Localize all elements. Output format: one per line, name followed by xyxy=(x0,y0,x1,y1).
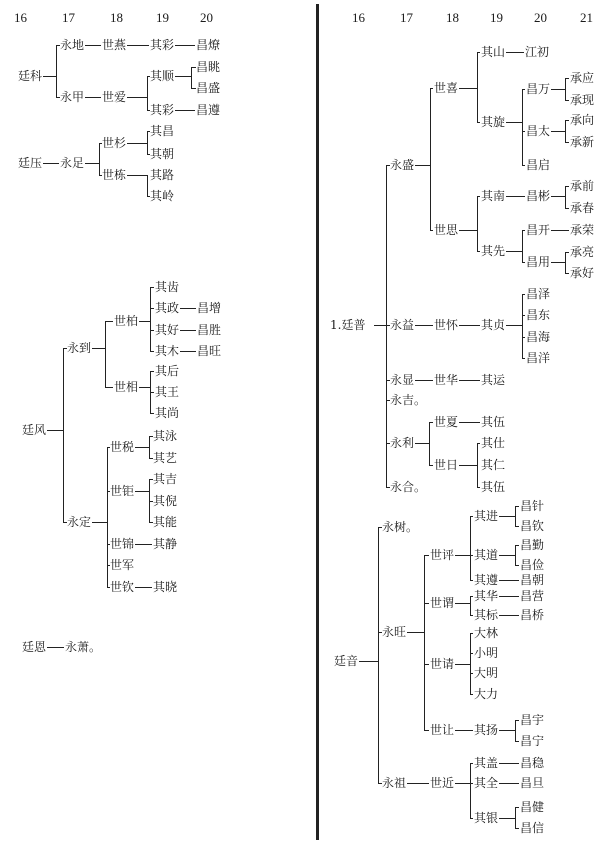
connector-line xyxy=(522,165,525,166)
connector-line xyxy=(135,587,152,588)
connector-line xyxy=(415,165,430,166)
connector-line xyxy=(565,78,566,100)
connector-line xyxy=(415,443,429,444)
connector-line xyxy=(459,325,480,326)
tree-node: 永定 xyxy=(67,515,92,529)
connector-line xyxy=(430,88,433,89)
connector-line xyxy=(515,526,519,527)
tree-node: 世日 xyxy=(434,458,459,472)
connector-line xyxy=(147,76,148,110)
connector-line xyxy=(150,308,154,309)
tree-node: 承前 xyxy=(570,179,595,193)
tree-node: 昌彬 xyxy=(526,189,551,203)
tree-node: 其伍 xyxy=(481,480,506,494)
tree-node: 其静 xyxy=(153,537,178,551)
connector-line xyxy=(470,763,471,818)
tree-node: 廷风 xyxy=(22,423,47,437)
tree-node: 其仁 xyxy=(481,458,506,472)
connector-line xyxy=(424,730,429,731)
tree-node: 其王 xyxy=(155,385,180,399)
tree-node: 世思 xyxy=(434,223,459,237)
tree-node: 昌宁 xyxy=(520,734,545,748)
connector-line xyxy=(429,422,433,423)
tree-node: 昌针 xyxy=(520,499,545,513)
tree-node: 其好 xyxy=(155,323,180,337)
connector-line xyxy=(139,387,150,388)
connector-line xyxy=(470,673,473,674)
connector-line xyxy=(180,351,196,352)
connector-line xyxy=(499,555,515,556)
tree-node: 其伍 xyxy=(481,415,506,429)
tree-node: 其昌 xyxy=(150,124,175,138)
connector-line xyxy=(99,143,100,175)
connector-line xyxy=(135,447,149,448)
connector-line xyxy=(565,142,569,143)
tree-node: 其泳 xyxy=(153,429,178,443)
connector-line xyxy=(565,120,569,121)
connector-line xyxy=(551,262,565,263)
connector-line xyxy=(424,603,429,604)
connector-line xyxy=(175,45,195,46)
tree-node: 其旋 xyxy=(481,115,506,129)
connector-line xyxy=(506,196,525,197)
connector-line xyxy=(499,730,515,731)
connector-line xyxy=(150,287,151,351)
tree-node: 廷恩 xyxy=(22,640,47,654)
connector-line xyxy=(105,321,106,387)
tree-node: 昌健 xyxy=(520,800,545,814)
tree-node: 世怀 xyxy=(434,318,459,332)
connector-line xyxy=(515,565,519,566)
connector-line xyxy=(92,348,105,349)
tree-node: 其南 xyxy=(481,189,506,203)
connector-line xyxy=(477,251,480,252)
connector-line xyxy=(499,615,519,616)
connector-line xyxy=(43,163,59,164)
gen-20: 20 xyxy=(534,10,547,25)
connector-line xyxy=(522,131,525,132)
connector-line xyxy=(180,330,196,331)
connector-line xyxy=(47,430,63,431)
connector-line xyxy=(515,720,519,721)
tree-node: 世军 xyxy=(110,558,135,572)
tree-node: 永合。 xyxy=(390,480,427,494)
tree-node: 承新 xyxy=(570,135,595,149)
tree-node: 永旺 xyxy=(382,625,407,639)
column-divider xyxy=(316,4,319,840)
connector-line xyxy=(551,196,565,197)
tree-node: 永甲 xyxy=(60,90,85,104)
connector-line xyxy=(470,818,473,819)
connector-line xyxy=(127,175,147,176)
connector-line xyxy=(470,653,473,654)
tree-node: 廷科 xyxy=(18,69,43,83)
connector-line xyxy=(522,230,523,262)
connector-line xyxy=(470,580,473,581)
connector-line xyxy=(135,491,149,492)
tree-node: 其仕 xyxy=(481,436,506,450)
tree-node: 承春 xyxy=(570,201,595,215)
connector-line xyxy=(470,555,473,556)
tree-node: 昌宇 xyxy=(520,713,545,727)
connector-line xyxy=(506,251,522,252)
tree-node: 世夏 xyxy=(434,415,459,429)
connector-line xyxy=(477,52,478,122)
connector-line xyxy=(470,694,473,695)
tree-node: 其进 xyxy=(474,509,499,523)
gen-17: 17 xyxy=(62,10,75,25)
connector-line xyxy=(522,358,525,359)
connector-line xyxy=(515,807,516,828)
connector-line xyxy=(127,45,149,46)
tree-node: 其倪 xyxy=(153,494,178,508)
tree-node: 世谓 xyxy=(430,596,455,610)
connector-line xyxy=(150,330,154,331)
tree-node: 其彩 xyxy=(150,38,175,52)
connector-line xyxy=(515,506,516,526)
tree-node: 昌东 xyxy=(526,308,551,322)
tree-node: 世钜 xyxy=(110,484,135,498)
tree-node: 其能 xyxy=(153,515,178,529)
connector-line xyxy=(455,730,473,731)
tree-node: 昌遵 xyxy=(196,103,221,117)
connector-line xyxy=(477,52,480,53)
connector-line xyxy=(499,763,519,764)
tree-node: 昌稳 xyxy=(520,756,545,770)
connector-line xyxy=(429,465,433,466)
connector-line xyxy=(470,516,473,517)
connector-line xyxy=(455,555,470,556)
tree-node: 永树。 xyxy=(382,520,419,534)
connector-line xyxy=(430,230,433,231)
tree-node: 其齿 xyxy=(155,280,180,294)
tree-node: 永祖 xyxy=(382,776,407,790)
connector-line xyxy=(551,131,565,132)
tree-node: 廷音 xyxy=(334,654,359,668)
tree-node: 其标 xyxy=(474,608,499,622)
gen-19: 19 xyxy=(490,10,503,25)
tree-node: 世爱 xyxy=(102,90,127,104)
connector-line xyxy=(506,325,522,326)
tree-node: 其全 xyxy=(474,776,499,790)
connector-line xyxy=(470,633,471,694)
tree-node: 昌洋 xyxy=(526,351,551,365)
tree-node: 其朝 xyxy=(150,147,175,161)
connector-line xyxy=(429,422,430,465)
connector-line xyxy=(515,741,519,742)
connector-line xyxy=(470,615,473,616)
tree-node: 世锦 xyxy=(110,537,135,551)
connector-line xyxy=(470,516,471,580)
connector-line xyxy=(105,321,113,322)
connector-line xyxy=(56,45,57,97)
connector-line xyxy=(565,273,569,274)
tree-node: 承好 xyxy=(570,266,595,280)
connector-line xyxy=(515,506,519,507)
tree-node: 其木 xyxy=(155,344,180,358)
connector-line xyxy=(459,422,480,423)
connector-line xyxy=(551,230,569,231)
tree-node: 其盖 xyxy=(474,756,499,770)
tree-node: 永吉。 xyxy=(390,393,427,407)
connector-line xyxy=(506,52,524,53)
tree-node: 昌太 xyxy=(526,124,551,138)
connector-line xyxy=(415,380,433,381)
connector-line xyxy=(522,89,525,90)
connector-line xyxy=(149,436,150,458)
connector-line xyxy=(565,252,569,253)
tree-node: 昌启 xyxy=(526,158,551,172)
tree-node: 世杉 xyxy=(102,136,127,150)
gen-19: 19 xyxy=(156,10,169,25)
connector-line xyxy=(522,262,525,263)
connector-line xyxy=(470,596,471,615)
tree-node: 大明 xyxy=(474,666,499,680)
connector-line xyxy=(515,545,516,565)
connector-line xyxy=(565,186,569,187)
tree-node: 承向 xyxy=(570,113,595,127)
connector-line xyxy=(147,131,148,154)
gen-16: 16 xyxy=(14,10,27,25)
connector-line xyxy=(175,76,191,77)
connector-line xyxy=(378,527,379,783)
tree-node: 昌燎 xyxy=(196,38,221,52)
connector-line xyxy=(551,89,565,90)
tree-node: 廷压 xyxy=(18,156,43,170)
tree-node: 其运 xyxy=(481,373,506,387)
connector-line xyxy=(150,392,154,393)
tree-node: 其后 xyxy=(155,364,180,378)
tree-node: 世税 xyxy=(110,440,135,454)
connector-line xyxy=(386,165,387,487)
connector-line xyxy=(477,122,480,123)
tree-node: 其岭 xyxy=(150,189,175,203)
tree-node: 其政 xyxy=(155,301,180,315)
tree-node: 永足 xyxy=(60,156,85,170)
connector-line xyxy=(522,294,523,358)
tree-node: 其顺 xyxy=(150,69,175,83)
connector-line xyxy=(92,522,107,523)
tree-node: 其贞 xyxy=(481,318,506,332)
connector-line xyxy=(565,100,569,101)
tree-node: 世喜 xyxy=(434,81,459,95)
connector-line xyxy=(424,555,429,556)
tree-node: 1.廷普 xyxy=(330,318,366,332)
tree-node: 昌旺 xyxy=(197,344,222,358)
connector-line xyxy=(175,110,195,111)
gen-18: 18 xyxy=(110,10,123,25)
connector-line xyxy=(127,97,147,98)
tree-node: 世栋 xyxy=(102,168,127,182)
tree-node: 昌营 xyxy=(520,589,545,603)
connector-line xyxy=(455,603,470,604)
tree-node: 世评 xyxy=(430,548,455,562)
connector-line xyxy=(359,661,378,662)
connector-line xyxy=(147,175,148,196)
connector-line xyxy=(470,596,473,597)
connector-line xyxy=(565,208,569,209)
tree-node: 世钦 xyxy=(110,580,135,594)
connector-line xyxy=(43,76,56,77)
connector-line xyxy=(522,89,523,165)
connector-line xyxy=(180,308,196,309)
connector-line xyxy=(191,67,192,88)
tree-node: 其艺 xyxy=(153,451,178,465)
tree-node: 其银 xyxy=(474,811,499,825)
tree-node: 大林 xyxy=(474,626,499,640)
connector-line xyxy=(477,487,480,488)
tree-node: 昌信 xyxy=(520,821,545,835)
tree-node: 昌钦 xyxy=(520,519,545,533)
connector-line xyxy=(459,380,480,381)
connector-line xyxy=(85,163,99,164)
tree-node: 其先 xyxy=(481,244,506,258)
tree-node: 昌桥 xyxy=(520,608,545,622)
tree-node: 大力 xyxy=(474,687,499,701)
tree-node: 昌勤 xyxy=(520,538,545,552)
connector-line xyxy=(407,783,429,784)
tree-node: 其吉 xyxy=(153,472,178,486)
tree-node: 昌开 xyxy=(526,223,551,237)
tree-node: 其华 xyxy=(474,589,499,603)
connector-line xyxy=(499,783,519,784)
tree-node: 承荣 xyxy=(570,223,595,237)
tree-node: 承应 xyxy=(570,71,595,85)
connector-line xyxy=(459,230,477,231)
connector-line xyxy=(459,465,477,466)
connector-line xyxy=(477,443,480,444)
tree-node: 江初 xyxy=(525,45,550,59)
connector-line xyxy=(127,143,147,144)
tree-node: 其尚 xyxy=(155,406,180,420)
tree-node: 永到 xyxy=(67,341,92,355)
tree-node: 昌增 xyxy=(197,301,222,315)
gen-21: 21 xyxy=(580,10,593,25)
connector-line xyxy=(424,664,429,665)
gen-18: 18 xyxy=(446,10,459,25)
connector-line xyxy=(455,783,470,784)
connector-line xyxy=(477,443,478,487)
tree-node: 世近 xyxy=(430,776,455,790)
gen-17: 17 xyxy=(400,10,413,25)
tree-node: 永益 xyxy=(390,318,415,332)
tree-node: 世请 xyxy=(430,657,455,671)
tree-node: 昌朝 xyxy=(520,573,545,587)
connector-line xyxy=(565,186,566,208)
connector-line xyxy=(515,828,519,829)
connector-line xyxy=(499,596,519,597)
connector-line xyxy=(105,387,113,388)
tree-node: 其遵 xyxy=(474,573,499,587)
tree-node: 其路 xyxy=(150,168,175,182)
tree-node: 昌海 xyxy=(526,330,551,344)
tree-node: 承亮 xyxy=(570,245,595,259)
tree-node: 昌眺 xyxy=(196,60,221,74)
tree-node: 昌盛 xyxy=(196,81,221,95)
connector-line xyxy=(515,545,519,546)
connector-line xyxy=(85,97,101,98)
connector-line xyxy=(506,122,522,123)
gen-20: 20 xyxy=(200,10,213,25)
tree-node: 昌旦 xyxy=(520,776,545,790)
connector-line xyxy=(565,252,566,273)
connector-line xyxy=(150,287,154,288)
connector-line xyxy=(515,720,516,741)
connector-line xyxy=(455,664,470,665)
tree-node: 永地 xyxy=(60,38,85,52)
connector-line xyxy=(522,230,525,231)
connector-line xyxy=(150,351,154,352)
tree-node: 永利 xyxy=(390,436,415,450)
connector-line xyxy=(522,294,525,295)
gen-16: 16 xyxy=(352,10,365,25)
connector-line xyxy=(499,580,519,581)
tree-node: 永显 xyxy=(390,373,415,387)
connector-line xyxy=(565,120,566,142)
tree-node: 昌万 xyxy=(526,82,551,96)
connector-line xyxy=(415,325,433,326)
tree-node: 昌泽 xyxy=(526,287,551,301)
connector-line xyxy=(47,647,64,648)
connector-line xyxy=(522,337,525,338)
connector-line xyxy=(107,447,108,587)
connector-line xyxy=(522,315,525,316)
connector-line xyxy=(135,544,152,545)
connector-line xyxy=(515,807,519,808)
tree-node: 世燕 xyxy=(102,38,127,52)
tree-node: 其道 xyxy=(474,548,499,562)
tree-node: 世华 xyxy=(434,373,459,387)
tree-node: 承现 xyxy=(570,93,595,107)
tree-node: 世让 xyxy=(430,723,455,737)
connector-line xyxy=(430,88,431,230)
tree-node: 昌用 xyxy=(526,255,551,269)
tree-node: 其山 xyxy=(481,45,506,59)
tree-node: 其晓 xyxy=(153,580,178,594)
tree-node: 其扬 xyxy=(474,723,499,737)
connector-line xyxy=(499,818,515,819)
tree-node: 小明 xyxy=(474,646,499,660)
connector-line xyxy=(470,763,473,764)
tree-node: 永萧。 xyxy=(65,640,102,654)
connector-line xyxy=(470,783,473,784)
connector-line xyxy=(499,516,515,517)
connector-line xyxy=(470,633,473,634)
tree-node: 世相 xyxy=(114,380,139,394)
connector-line xyxy=(150,413,154,414)
connector-line xyxy=(459,88,477,89)
connector-line xyxy=(477,196,480,197)
connector-line xyxy=(424,555,425,730)
connector-line xyxy=(374,325,386,326)
tree-node: 永盛 xyxy=(390,158,415,172)
connector-line xyxy=(139,321,150,322)
connector-line xyxy=(407,632,424,633)
connector-line xyxy=(85,45,101,46)
tree-node: 昌胜 xyxy=(197,323,222,337)
tree-node: 世柏 xyxy=(114,314,139,328)
connector-line xyxy=(477,196,478,251)
tree-node: 昌俭 xyxy=(520,558,545,572)
connector-line xyxy=(63,348,64,522)
tree-node: 其彩 xyxy=(150,103,175,117)
connector-line xyxy=(150,371,154,372)
connector-line xyxy=(565,78,569,79)
